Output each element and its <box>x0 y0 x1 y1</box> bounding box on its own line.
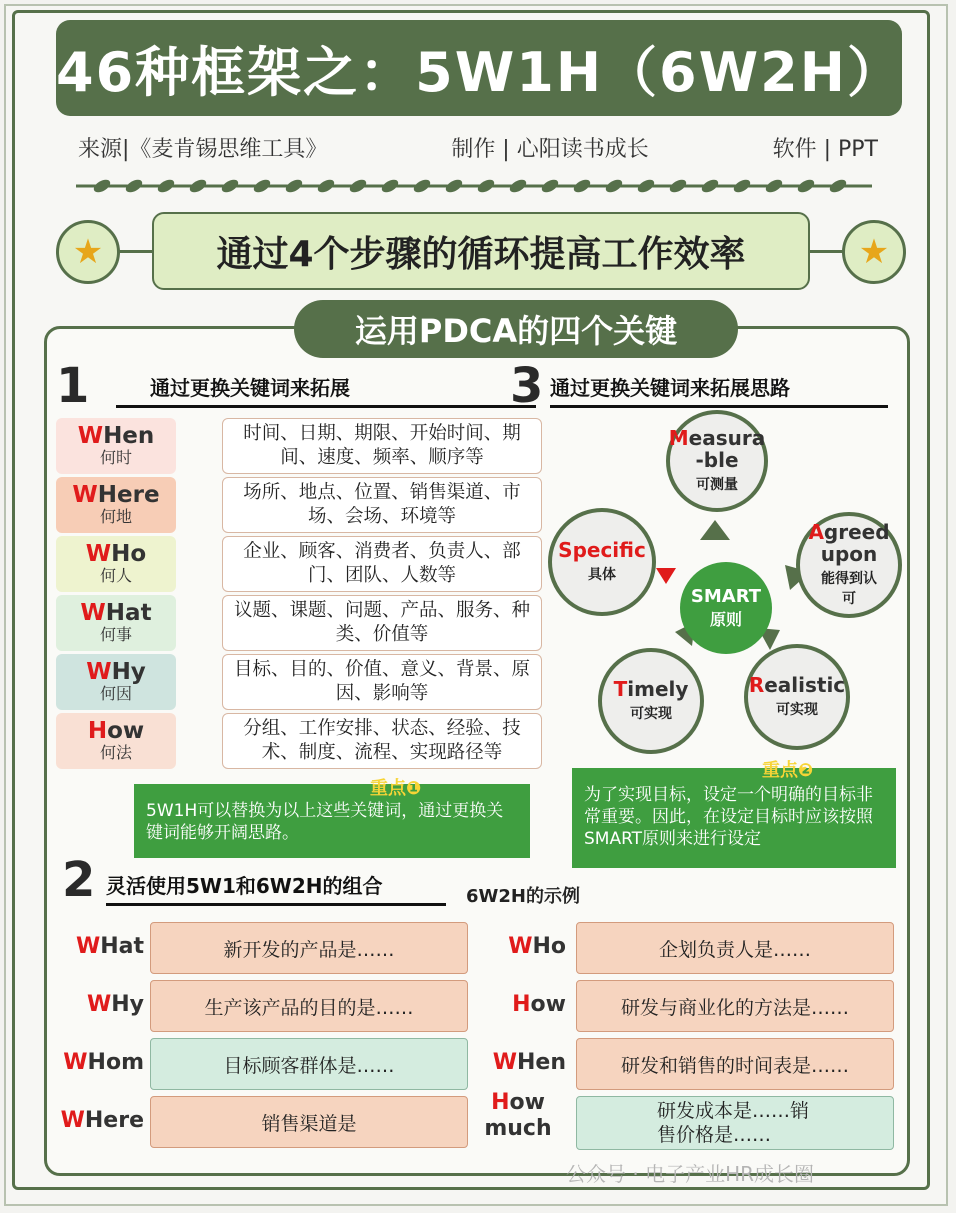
example-rest: Hen <box>517 1050 566 1075</box>
note2-box <box>572 768 896 868</box>
note2-tag: 重点❷ <box>762 760 814 781</box>
watermark: 公众号 · 电子产业HR成长圈 <box>566 1162 815 1186</box>
smart-center <box>680 562 772 654</box>
keyword-description: 议题、课题、问题、产品、服务、种类、价值等 <box>222 595 542 651</box>
smart-circle-agreed-upon <box>796 512 902 618</box>
keyword-en <box>78 424 155 448</box>
example-box: 研发成本是……销售价格是…… <box>576 1096 894 1150</box>
vine-divider <box>72 174 876 198</box>
section2-number: 2 <box>62 852 96 908</box>
example-label <box>480 992 566 1017</box>
keyword-description: 企业、顾客、消费者、负责人、部门、团队、人数等 <box>222 536 542 592</box>
example-initial: W <box>75 934 101 959</box>
example-rest: Ho <box>532 934 566 959</box>
credit-source: 来源|《麦肯锡思维工具》 <box>78 137 328 162</box>
example-initial: W <box>86 992 112 1017</box>
keyword-label <box>56 713 176 769</box>
example-label <box>58 934 144 959</box>
smart-circle-realistic <box>744 644 850 750</box>
smart-center-en: SMART <box>690 586 762 607</box>
star-icon-left: ★ <box>56 220 120 284</box>
smart-center-zh: 原则 <box>709 610 742 629</box>
example-initial: W <box>63 1050 88 1075</box>
smart-initial: S <box>558 538 573 562</box>
credit-maker: 制作 | 心阳读书成长 <box>451 137 649 162</box>
subtitle-box <box>152 212 810 290</box>
example-box: 生产该产品的目的是…… <box>150 980 468 1032</box>
keyword-en <box>86 542 146 566</box>
note1-text: 5W1H可以替换为以上这些关键词，通过更换关键词能够开阔思路。 <box>146 801 504 843</box>
smart-term-line1: ealistic <box>764 673 846 697</box>
keyword-en <box>86 660 146 684</box>
example-label <box>480 1090 556 1142</box>
keyword-label <box>56 654 176 710</box>
smart-initial: M <box>668 426 689 450</box>
example-label <box>480 1050 566 1075</box>
keyword-en <box>80 601 151 625</box>
example-label <box>58 1050 144 1075</box>
example-box: 研发与商业化的方法是…… <box>576 980 894 1032</box>
title-banner <box>56 20 902 116</box>
smart-initial: A <box>808 520 824 544</box>
example-box: 新开发的产品是…… <box>150 922 468 974</box>
example-rest: ow much <box>484 1090 552 1141</box>
smart-term-line2: -ble <box>695 448 739 472</box>
keyword-row <box>56 713 544 769</box>
smart-term-line1: easura <box>688 426 766 450</box>
keyword-zh: 何因 <box>99 684 132 703</box>
example-rest: Hy <box>111 992 144 1017</box>
keyword-row <box>56 477 544 533</box>
keyword-description: 时间、日期、期限、开始时间、期间、速度、频率、顺序等 <box>222 418 542 474</box>
section1-number: 1 <box>56 358 90 414</box>
example-rest: ow <box>530 992 566 1017</box>
example-box: 销售渠道是 <box>150 1096 468 1148</box>
smart-term-line1: imely <box>627 677 689 701</box>
example-initial: H <box>491 1090 510 1115</box>
example-title: 6W2H的示例 <box>466 886 580 907</box>
example-rest: Hom <box>87 1050 144 1075</box>
note1-tag: 重点❶ <box>370 778 422 799</box>
smart-term-zh: 可测量 <box>696 477 738 493</box>
keyword-description: 分组、工作安排、状态、经验、技术、制度、流程、实现路径等 <box>222 713 542 769</box>
smart-term-zh: 能得到认可 <box>821 571 877 607</box>
keyword-initial: W <box>80 600 106 626</box>
keyword-label <box>56 477 176 533</box>
section3-number: 3 <box>510 358 544 414</box>
keyword-rest: Ho <box>111 541 147 567</box>
keyword-row <box>56 536 544 592</box>
note2-text: 为了实现目标，设定一个明确的目标非常重要。因此，在设定目标时应该按照SMART原则来进行设定 <box>584 785 873 849</box>
keyword-row <box>56 654 544 710</box>
example-box: 研发和销售的时间表是…… <box>576 1038 894 1090</box>
keyword-en <box>72 483 159 507</box>
smart-term-zh: 可实现 <box>630 706 672 722</box>
smart-term-line2: upon <box>820 542 878 566</box>
keyword-initial: W <box>86 659 112 685</box>
keyword-rest: Hat <box>105 600 152 626</box>
example-initial: W <box>492 1050 517 1075</box>
keyword-initial: W <box>72 482 98 508</box>
arrow-to-specific <box>656 568 676 584</box>
smart-term-en <box>614 678 689 700</box>
example-initial: W <box>508 934 533 959</box>
example-initial: H <box>512 992 531 1017</box>
keyword-zh: 何法 <box>99 743 132 762</box>
keyword-zh: 何人 <box>99 566 132 585</box>
keyword-rest: Here <box>97 482 160 508</box>
smart-term-zh: 具体 <box>588 567 616 583</box>
example-label <box>58 992 144 1017</box>
smart-initial: T <box>613 677 628 701</box>
credits-line <box>78 132 878 163</box>
keyword-zh: 何时 <box>99 448 132 467</box>
keyword-initial: H <box>87 718 108 744</box>
keyword-description: 目标、目的、价值、意义、背景、原因、影响等 <box>222 654 542 710</box>
keyword-label <box>56 595 176 651</box>
smart-term-en <box>808 521 889 565</box>
smart-circle-specific <box>548 508 656 616</box>
page-title: 46种框架之：5W1H（6W2H） <box>56 40 903 104</box>
subtitle: 通过4个步骤的循环提高工作效率 <box>216 233 746 275</box>
smart-term-en <box>669 427 765 471</box>
smart-initial: R <box>748 673 765 697</box>
pdca-pill <box>294 300 738 358</box>
keyword-label <box>56 536 176 592</box>
smart-term-en <box>749 674 845 696</box>
credit-software: 软件 | PPT <box>772 137 878 162</box>
keyword-description: 场所、地点、位置、销售渠道、市场、会场、环境等 <box>222 477 542 533</box>
keyword-rest: Hen <box>103 423 155 449</box>
keyword-row <box>56 595 544 651</box>
smart-term-en <box>558 539 646 561</box>
arrow-to-measurable <box>700 520 730 540</box>
example-label <box>58 1108 144 1133</box>
section2-title: 灵活使用5W1和6W2H的组合 <box>106 870 446 906</box>
example-rest: Here <box>84 1108 144 1133</box>
subtitle-connector-left <box>118 250 154 253</box>
smart-circle-timely <box>598 648 704 754</box>
example-rest: Hat <box>100 934 144 959</box>
subtitle-connector-right <box>808 250 844 253</box>
example-box: 目标顾客群体是…… <box>150 1038 468 1090</box>
keyword-zh: 何事 <box>99 625 132 644</box>
example-label <box>480 934 566 959</box>
keyword-initial: W <box>77 423 104 449</box>
keyword-rest: Hy <box>111 659 146 685</box>
smart-term-line1: pecific <box>572 538 646 562</box>
example-initial: W <box>60 1108 85 1133</box>
example-box: 企划负责人是…… <box>576 922 894 974</box>
keyword-zh: 何地 <box>99 507 132 526</box>
keyword-rest: ow <box>107 718 145 744</box>
star-icon-right: ★ <box>842 220 906 284</box>
keyword-row <box>56 418 544 474</box>
keyword-label <box>56 418 176 474</box>
keyword-initial: W <box>85 541 112 567</box>
smart-term-zh: 可实现 <box>776 702 818 718</box>
smart-circle-measurable <box>666 410 768 512</box>
section1-title: 通过更换关键词来拓展 <box>116 372 536 408</box>
smart-term-line1: greed <box>823 520 890 544</box>
keyword-en <box>88 719 144 743</box>
section3-title: 通过更换关键词来拓展思路 <box>550 372 888 408</box>
pdca-title: 运用PDCA的四个关键 <box>354 312 678 350</box>
note1-box <box>134 784 530 858</box>
